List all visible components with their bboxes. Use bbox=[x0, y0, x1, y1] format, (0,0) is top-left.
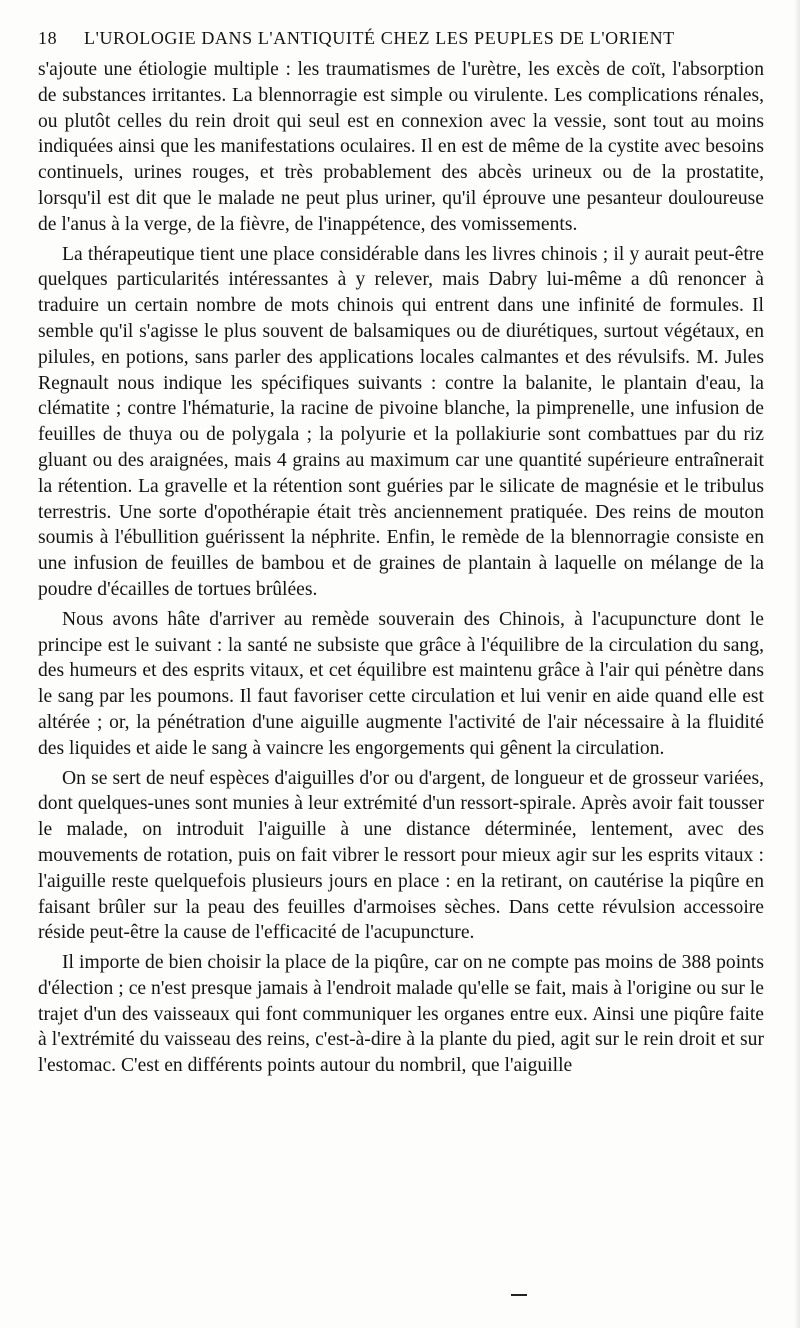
page-header bbox=[38, 28, 764, 49]
paragraph-continued: s'ajoute une étiologie multiple : les traumatismes de l'urètre, les excès de coït, l'absorption de substances irritantes. La blennorragie est simple ou virulente. Les complications rénales, ou plutôt celles du rein droit qui seul est en connexion avec la vessie, sont tout au moins indiquées ainsi que les manifestations oculaires. Il en est de même de la cystite avec besoins continuels, urines rouges, et très probablement des abcès urineux ou de la prostatite, lorsqu'il est dit que le malade ne peut plus uriner, qu'il éprouve une pesanteur douloureuse de l'anus à la verge, de la fièvre, de l'inappétence, des vomissements. bbox=[38, 59, 764, 235]
paragraph-therapeutique: La thérapeutique tient une place considérable dans les livres chinois ; il y aurait peut-être quelques particularités intéressantes à y relever, mais Dabry lui-même a dû renoncer à traduire un certain nombre de mots chinois qui entrent dans une infinité de formules. Il semble qu'il s'agisse le plus souvent de balsamiques ou de diurétiques, surtout végétaux, en pilules, en potions, sans parler des applications locales calmantes et des révulsifs. M. Jules Regnault nous indique les spécifiques suivants : contre la balanite, le plantain d'eau, la clématite ; contre l'hématurie, la racine de pivoine blanche, la pimprenelle, une infusion de feuilles de thuya ou de polygala ; la polyurie et la pollakiurie sont combattues par du riz gluant ou des araignées, mais 4 grains au maximum car une quantité supérieure entraînerait la rétention. La gravelle et la rétention sont guéries par le silicate de magnésie et le tribulus terrestris. Une sorte d'opothérapie était très anciennement pratiquée. Des reins de mouton soumis à l'ébullition guérissent la néphrite. Enfin, le remède de la blennorragie consiste en une infusion de feuilles de bambou et de graines de plantain à laquelle on mélange de la poudre d'écailles de tortues brûlées. bbox=[38, 243, 764, 600]
paragraph-piqure: Il importe de bien choisir la place de la piqûre, car on ne compte pas moins de 388 points d'élection ; ce n'est presque jamais à l'endroit malade qu'elle se fait, mais à l'origine ou sur le trajet d'un des vaisseaux qui font communiquer les organes entre eux. Ainsi une piqûre faite à l'extrémité du vaisseau des reins, c'est-à-dire à la plante du pied, agit sur le rein droit et sur l'estomac. C'est en différents points autour du nombril, que l'aiguille bbox=[38, 952, 764, 1077]
scan-edge-shadow bbox=[794, 0, 800, 1328]
page-number: 18 bbox=[38, 28, 58, 48]
paragraph-aiguilles: On se sert de neuf espèces d'aiguilles d'or ou d'argent, de longueur et de grosseur variées, dont quelques-unes sont munies à leur extrémité d'un ressort-spirale. Après avoir fait tousser le malade, on introduit l'aiguille à une distance déterminée, lentement, avec des mouvements de rotation, puis on fait vibrer le ressort pour mieux agir sur les esprits vitaux : l'aiguille reste quelquefois plusieurs jours en place : en la retirant, on cautérise la piqûre en faisant brûler sur la peau des feuilles d'armoises sèches. Dans cette révulsion accessoire réside peut-être la cause de l'efficacité de l'acupuncture. bbox=[38, 767, 764, 944]
running-title: L'UROLOGIE DANS L'ANTIQUITÉ CHEZ LES PEUPLES DE L'ORIENT bbox=[84, 28, 675, 48]
signature-mark bbox=[511, 1294, 527, 1296]
paragraph-acupuncture: Nous avons hâte d'arriver au remède souverain des Chinois, à l'acupuncture dont le principe est le suivant : la santé ne subsiste que grâce à l'équilibre de la circulation du sang, des humeurs et des esprits vitaux, et cet équilibre est maintenu grâce à l'air qui pénètre dans le sang par les poumons. Il faut favoriser cette circulation et lui venir en aide quand elle est altérée ; or, la pénétration d'une aiguille augmente l'activité de l'air nécessaire à la fluidité des liquides et aide le sang à vaincre les engorgements qui gênent la circulation. bbox=[38, 608, 764, 759]
body-text bbox=[38, 57, 764, 1079]
